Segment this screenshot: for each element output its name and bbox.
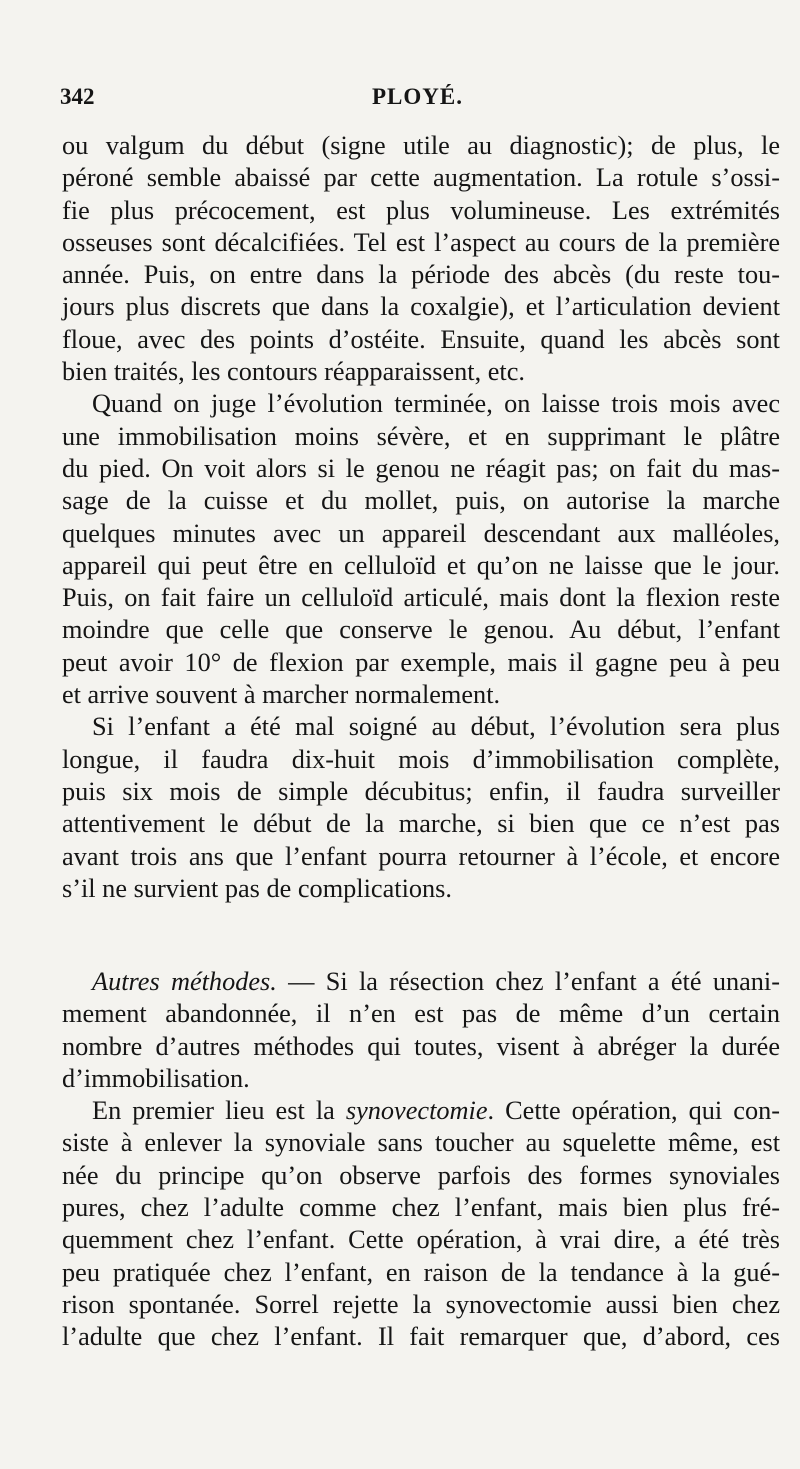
text-line: ou valgum du début (signe utile au diagnostic); de plus, le	[62, 131, 780, 160]
text-line	[62, 966, 780, 998]
text-line: rison spontanée. Sorrel rejette la synovectomie aussi bien chez	[62, 1289, 780, 1319]
text-line: appareil qui peut être en celluloïd et qu’on ne laisse que le jour.	[62, 550, 780, 580]
text-line: avant trois ans que l’enfant pourra retourner à l’école, et encore	[62, 841, 780, 871]
text-run: — Si la résection chez l’enfant a été unani-	[276, 967, 780, 996]
text-line: attentivement le début de la marche, si bien que ce n’est pas	[62, 809, 780, 839]
text-line: fie plus précocement, est plus volumineuse. Les extrémités	[62, 195, 780, 225]
text-line: quelques minutes avec un appareil descendant aux malléoles,	[62, 518, 780, 548]
paragraph	[62, 388, 780, 711]
text-line: nombre d’autres méthodes qui toutes, visent à abréger la durée	[62, 1031, 780, 1061]
text-line	[62, 1095, 780, 1127]
paragraph	[62, 130, 780, 388]
section-heading: Autres méthodes.	[92, 967, 277, 996]
text-line: d’immobilisation.	[62, 1063, 250, 1093]
text-line: une immobilisation moins sévère, et en supprimant le plâtre	[62, 421, 780, 451]
text-block-upper	[62, 130, 780, 905]
text-line: osseuses sont décalcifiées. Tel est l’aspect au cours de la première	[62, 227, 780, 257]
text-run: . Cette opération, qui con-	[487, 1096, 780, 1126]
running-title: PLOYÉ.	[372, 84, 463, 109]
text-block-lower	[62, 966, 780, 1354]
text-line: péroné semble abaissé par cette augmentation. La rotule s’ossi-	[62, 163, 780, 193]
text-line: mement abandonnée, il n’en est pas de même d’un certain	[62, 999, 780, 1029]
paragraph	[62, 1095, 780, 1353]
italic-term: synovectomie	[345, 1096, 488, 1126]
text-line: du pied. On voit alors si le genou ne réagit pas; on fait du mas-	[62, 453, 780, 483]
text-line: Puis, on fait faire un celluloïd articulé, mais dont la flexion reste	[62, 583, 780, 613]
text-line: jours plus discrets que dans la coxalgie), et l’articulation devient	[62, 292, 780, 322]
text-line: s’il ne survient pas de complications.	[62, 873, 452, 903]
text-line: et arrive souvent à marcher normalement.	[62, 680, 501, 710]
page-number: 342	[60, 84, 95, 109]
text-line: peut avoir 10° de flexion par exemple, mais il gagne peu à peu	[62, 647, 780, 677]
text-line: floue, avec des points d’ostéite. Ensuite, quand les abcès sont	[62, 324, 780, 354]
page-header	[60, 84, 760, 120]
text-line: siste à enlever la synoviale sans toucher au squelette même, est	[62, 1128, 780, 1158]
text-line: née du principe qu’on observe parfois des formes synoviales	[62, 1160, 780, 1190]
text-line: Quand on juge l’évolution terminée, on laisse trois mois avec	[92, 389, 780, 419]
text-line: bien traités, les contours réapparaissent, etc.	[62, 357, 525, 387]
text-line: longue, il faudra dix-huit mois d’immobilisation complète,	[62, 744, 780, 774]
text-run: En premier lieu est la	[92, 1096, 346, 1126]
text-line: moindre que celle que conserve le genou. Au début, l’enfant	[62, 615, 780, 645]
text-line: puis six mois de simple décubitus; enfin, il faudra surveiller	[62, 776, 780, 806]
paragraph	[62, 711, 780, 905]
text-line: année. Puis, on entre dans la période des abcès (du reste tou-	[62, 260, 780, 290]
text-line: peu pratiquée chez l’enfant, en raison de la tendance à la gué-	[62, 1257, 780, 1287]
text-line: Si l’enfant a été mal soigné au début, l’évolution sera plus	[92, 712, 780, 742]
paragraph	[62, 966, 780, 1095]
text-line: sage de la cuisse et du mollet, puis, on autorise la marche	[62, 486, 780, 516]
text-line: quemment chez l’enfant. Cette opération, à vrai dire, a été très	[62, 1225, 780, 1255]
text-line: l’adulte que chez l’enfant. Il fait remarquer que, d’abord, ces	[62, 1322, 780, 1352]
text-line: pures, chez l’adulte comme chez l’enfant, mais bien plus fré-	[62, 1193, 780, 1223]
